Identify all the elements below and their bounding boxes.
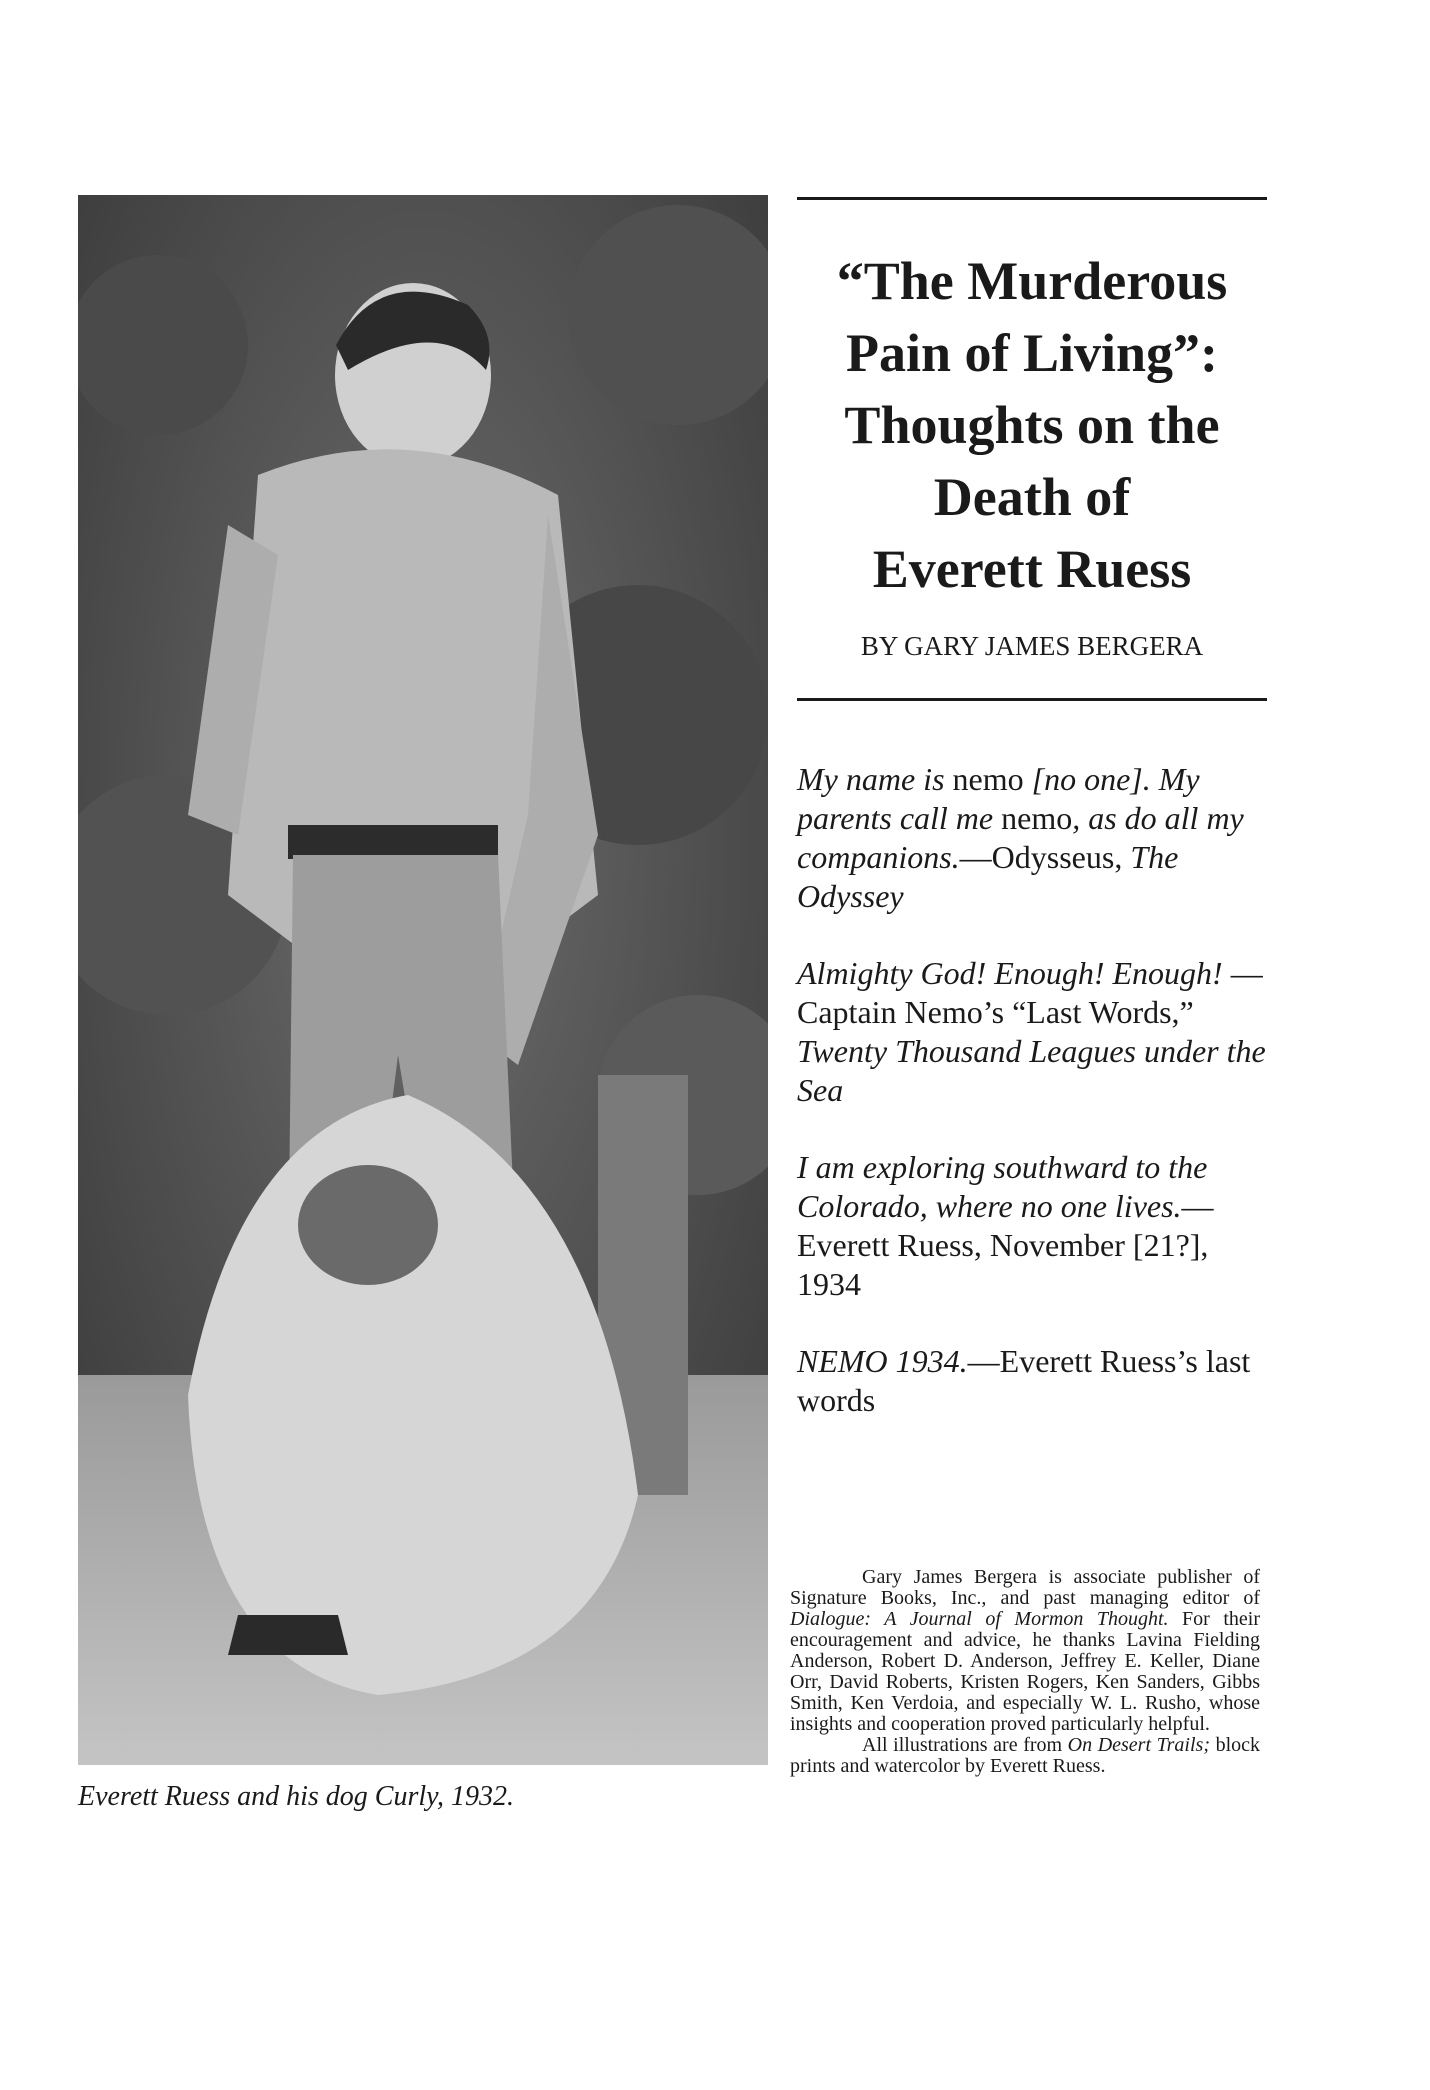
photo-illustration [78, 195, 768, 1765]
bio-book-title: On Desert Trails; [1067, 1734, 1210, 1756]
bio-text: block prints and watercolor by Everett Ruess. [790, 1734, 1261, 1777]
bio-text: All illustrations are from [862, 1734, 1068, 1756]
epigraph-everett-ruess [797, 1148, 1267, 1304]
epigraph-text: NEMO 1934. [797, 1343, 968, 1379]
epigraph-source: Twenty Thousand Leagues under the Sea [797, 1033, 1266, 1108]
epigraph-attribution: —Odysseus, [959, 839, 1131, 875]
title-top-rule [797, 197, 1267, 200]
bio-illustrations-note [790, 1735, 1260, 1777]
epigraph-text: nemo [1001, 800, 1073, 836]
bio-journal-title: Dialogue: A Journal of Mormon Thought. [790, 1608, 1169, 1630]
photo-everett-ruess-and-dog [78, 195, 768, 1765]
epigraph-nemo-1934 [797, 1342, 1267, 1420]
epigraph-captain-nemo [797, 954, 1267, 1110]
author-byline: BY GARY JAMES BERGERA [860, 631, 1204, 661]
epigraph-text: nemo [952, 761, 1024, 797]
bio-text: For their encouragement and advice, he thanks Lavina Fielding Anderson, Robert D. Anderson, Jeffrey E. Keller, Diane Orr, David Roberts, Kristen Rogers, Ken Sanders, Gibbs Smith, Ken Verdoia, and especially W. L. Rusho, whose insights and cooperation proved particularly helpful. [790, 1608, 1261, 1735]
title-line: Thoughts on the [844, 395, 1220, 455]
title-line: Death of [933, 467, 1131, 527]
epigraph-text: Almighty God! Enough! Enough! [797, 955, 1223, 991]
epigraph-attribution: —Everett Ruess, November [21?], 1934 [797, 1188, 1214, 1302]
bio-paragraph [790, 1567, 1260, 1735]
byline-bottom-rule [797, 698, 1267, 701]
epigraph-odysseus [797, 760, 1267, 916]
epigraph-text: I am exploring southward to the Colorado, where no one lives. [797, 1149, 1208, 1224]
epigraph-list [797, 760, 1267, 1458]
epigraph-source: The Odyssey [797, 839, 1179, 914]
title-line: “The Murderous [836, 251, 1228, 311]
title-line: Everett Ruess [872, 539, 1192, 599]
epigraph-attribution: —Captain Nemo’s “Last Words,” [797, 955, 1263, 1030]
epigraph-text: My name is [797, 761, 953, 797]
bio-text: Gary James Bergera is associate publisher of Signature Books, Inc., and past managing editor of [790, 1566, 1260, 1609]
title-line: Pain of Living”: [845, 323, 1219, 383]
epigraph-text: , as do all my companions. [797, 800, 1244, 875]
article-title [797, 245, 1267, 605]
epigraph-text: [no one]. My parents call me [797, 761, 1200, 836]
photo-caption: Everett Ruess and his dog Curly, 1932. [78, 1781, 515, 1812]
author-bio-note [790, 1567, 1260, 1777]
epigraph-attribution: —Everett Ruess’s last words [797, 1343, 1251, 1418]
